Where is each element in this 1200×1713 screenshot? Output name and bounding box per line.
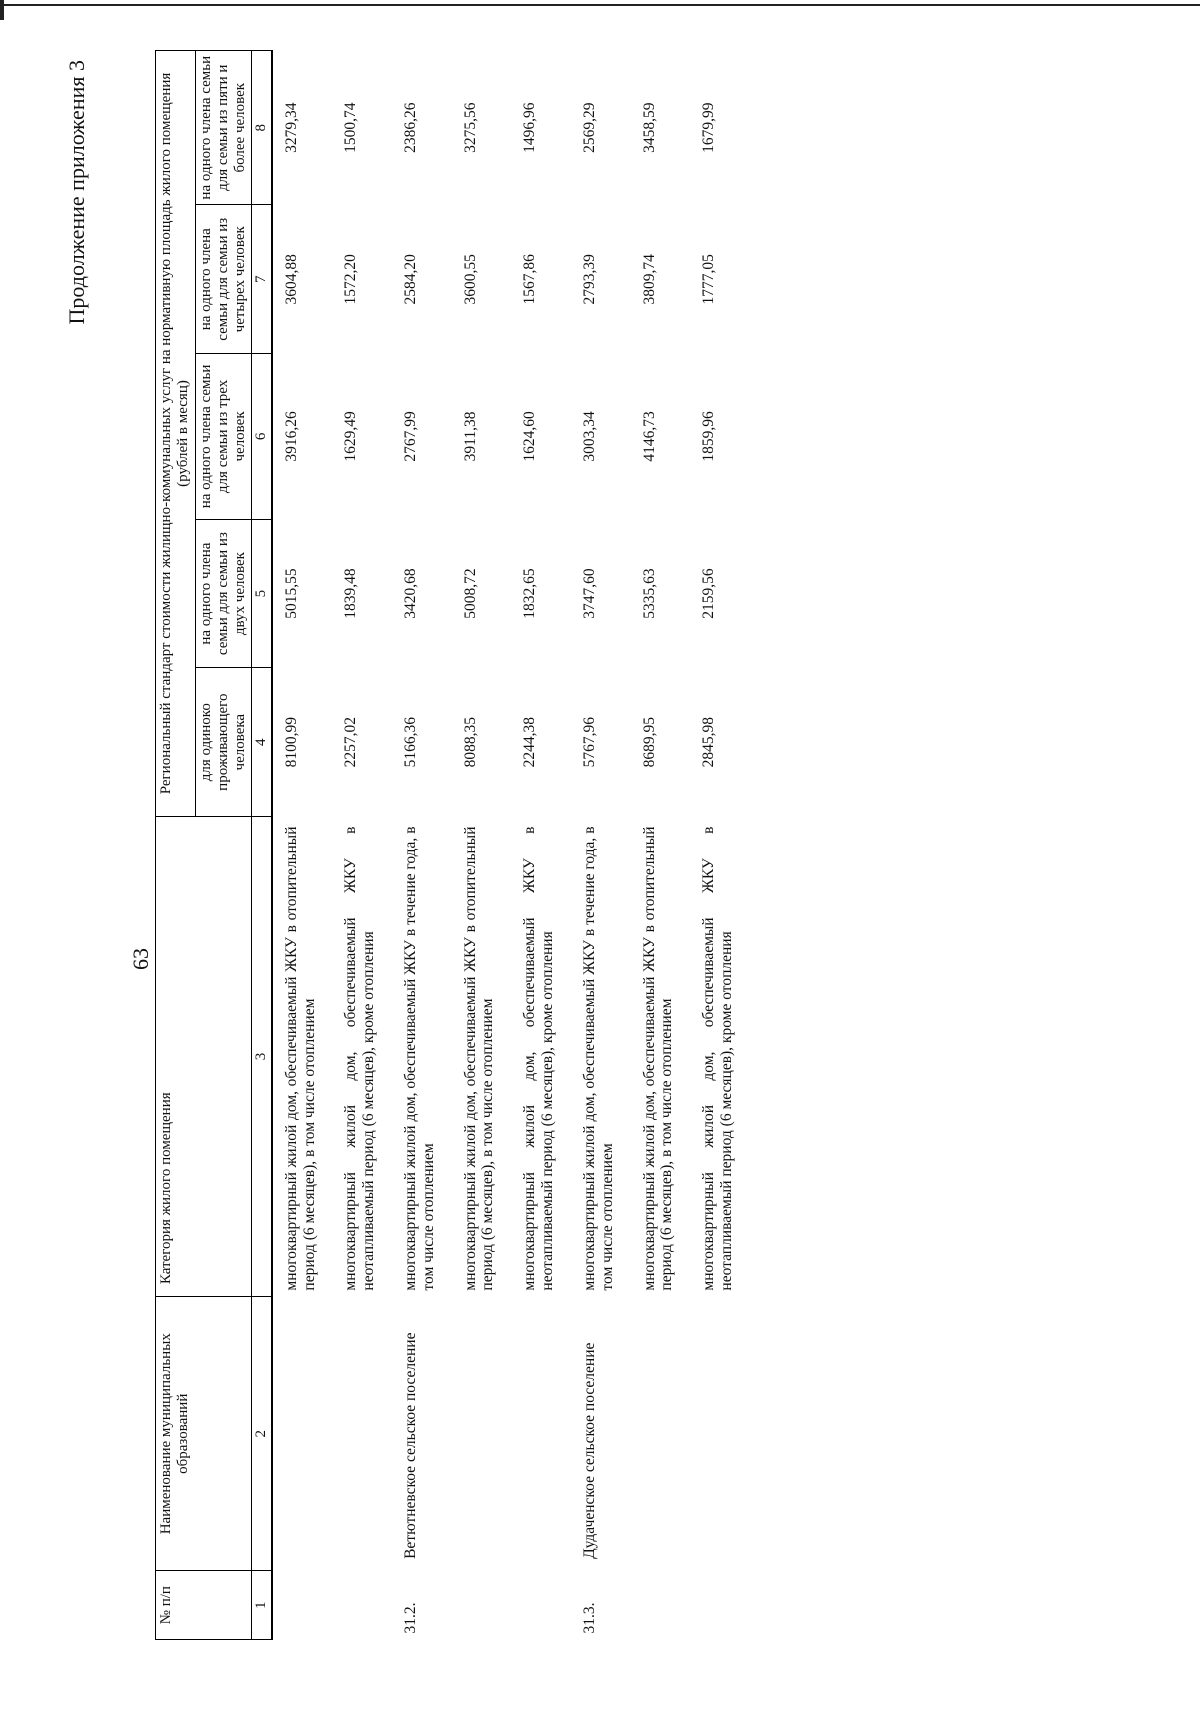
row-code — [631, 1571, 691, 1640]
col-num: 1 — [252, 1571, 272, 1640]
header-no: № п/п — [156, 1571, 252, 1640]
row-value-three: 1624,60 — [521, 411, 539, 462]
row-value-three: 2767,99 — [402, 411, 419, 462]
row-municipality — [631, 1297, 691, 1571]
row-municipality — [272, 1297, 333, 1571]
table-row — [392, 51, 452, 1640]
row-value-four: 2793,39 — [580, 254, 598, 305]
column-number-row — [252, 51, 272, 1640]
table-row — [690, 51, 750, 1640]
col-num: 4 — [252, 668, 272, 817]
row-value-single: 8689,95 — [640, 717, 658, 768]
row-category: многоквартирный жилой дом, обеспечиваемый ЖКУ в неотапливаемый период (6 месяцев), кроме отопления — [521, 826, 557, 1291]
header-standard: Региональный стандарт стоимости жилищно-коммунальных услуг на нормативную площадь жилого помещения (рублей в месяц) — [156, 51, 196, 817]
row-value-single: 5166,36 — [402, 717, 419, 768]
row-value-five-plus: 1496,96 — [521, 102, 539, 153]
row-value-single: 2845,98 — [700, 717, 718, 768]
row-code: 31.2. — [402, 1602, 419, 1634]
scan-edge-line — [0, 4, 1200, 6]
row-value-four: 3809,74 — [640, 254, 658, 305]
row-value-five-plus: 3458,59 — [640, 102, 658, 153]
row-value-three: 3916,26 — [282, 411, 300, 462]
row-municipality: Ветютневское сельское поселение — [402, 1332, 419, 1559]
col-num: 7 — [252, 205, 272, 354]
table-row — [332, 51, 392, 1640]
row-category: многоквартирный жилой дом, обеспечиваемый ЖКУ в течение года, в том числе отоплением — [580, 826, 616, 1291]
row-category: многоквартирный жилой дом, обеспечиваемый ЖКУ в неотапливаемый период (6 месяцев), кроме отопления — [342, 826, 378, 1291]
row-value-four: 2584,20 — [402, 254, 419, 305]
header-sub-1: для одиноко проживающего человека — [195, 668, 252, 817]
row-value-three: 3003,34 — [580, 411, 598, 462]
row-value-three: 1629,49 — [342, 411, 360, 462]
row-value-four: 3604,88 — [282, 254, 300, 305]
col-num: 3 — [252, 816, 272, 1296]
row-category: многоквартирный жилой дом, обеспечиваемый ЖКУ в течение года, в том числе отоплением — [402, 826, 437, 1291]
row-value-single: 5767,96 — [580, 717, 598, 768]
table-row — [272, 51, 333, 1640]
col-num: 6 — [252, 354, 272, 520]
rotated-page — [60, 40, 1160, 1660]
row-municipality — [690, 1297, 750, 1571]
row-value-two: 1832,65 — [521, 568, 539, 619]
row-category: многоквартирный жилой дом, обеспечиваемый ЖКУ в неотапливаемый период (6 месяцев), кроме отопления — [700, 826, 735, 1291]
row-value-two: 5015,55 — [282, 568, 300, 619]
row-value-three: 3911,38 — [461, 411, 479, 462]
row-value-five-plus: 3275,56 — [461, 102, 479, 153]
row-value-four: 3600,55 — [461, 254, 479, 305]
row-value-single: 8100,99 — [282, 717, 300, 768]
row-value-two: 5008,72 — [461, 568, 479, 619]
row-code: 31.3. — [580, 1602, 598, 1634]
row-municipality: Дудаченское сельское поселение — [580, 1342, 598, 1559]
row-value-four: 1572,20 — [342, 254, 360, 305]
appendix-title: Продолжение приложения 3 — [64, 60, 89, 325]
row-category: многоквартирный жилой дом, обеспечиваемый ЖКУ в отопительный период (6 месяцев), в том числе отоплением — [282, 826, 318, 1291]
table-row — [452, 51, 512, 1640]
row-category: многоквартирный жилой дом, обеспечиваемый ЖКУ в отопительный период (6 месяцев), в том числе отоплением — [461, 826, 497, 1291]
row-value-five-plus: 1679,99 — [700, 102, 718, 153]
row-value-five-plus: 1500,74 — [342, 102, 360, 153]
row-code — [690, 1571, 750, 1640]
page-number: 63 — [128, 948, 153, 970]
col-num: 2 — [252, 1297, 272, 1571]
col-num: 8 — [252, 51, 272, 205]
row-value-two: 5335,63 — [640, 568, 658, 619]
header-sub-4: на одного члена семьи для семьи из четырех человек — [195, 205, 252, 354]
row-value-four: 1777,05 — [700, 254, 718, 305]
header-sub-2: на одного члена семьи для семьи из двух человек — [195, 519, 252, 668]
row-municipality — [511, 1297, 571, 1571]
tariff-table — [155, 50, 750, 1640]
header-name: Наименование муниципальных образований — [156, 1297, 252, 1571]
row-code — [511, 1571, 571, 1640]
row-value-five-plus: 3279,34 — [282, 102, 300, 153]
row-value-five-plus: 2386,26 — [402, 102, 419, 153]
scan-edge-mark — [0, 0, 4, 20]
row-code — [332, 1571, 392, 1640]
row-value-two: 3420,68 — [402, 568, 419, 619]
header-row-1 — [156, 51, 196, 1640]
row-value-two: 2159,56 — [700, 568, 718, 619]
header-category: Категория жилого помещения — [156, 816, 252, 1296]
table-row — [631, 51, 691, 1640]
row-value-five-plus: 2569,29 — [580, 102, 598, 153]
row-value-three: 4146,73 — [640, 411, 658, 462]
row-category: многоквартирный жилой дом, обеспечиваемый ЖКУ в отопительный период (6 месяцев), в том числе отоплением — [640, 826, 676, 1291]
header-sub-3: на одного члена семьи для семьи из трех человек — [195, 354, 252, 520]
row-value-two: 1839,48 — [342, 568, 360, 619]
row-value-single: 8088,35 — [461, 717, 479, 768]
row-value-two: 3747,60 — [580, 568, 598, 619]
row-code — [272, 1571, 333, 1640]
row-value-four: 1567,86 — [521, 254, 539, 305]
row-code — [452, 1571, 512, 1640]
row-value-three: 1859,96 — [700, 411, 718, 462]
table-row — [511, 51, 571, 1640]
table-row — [571, 51, 631, 1640]
col-num: 5 — [252, 519, 272, 668]
header-sub-5: на одного члена семьи для семьи из пяти и более человек — [195, 51, 252, 205]
row-municipality — [452, 1297, 512, 1571]
table-body — [272, 51, 750, 1640]
row-value-single: 2257,02 — [342, 717, 360, 768]
row-municipality — [332, 1297, 392, 1571]
row-value-single: 2244,38 — [521, 717, 539, 768]
